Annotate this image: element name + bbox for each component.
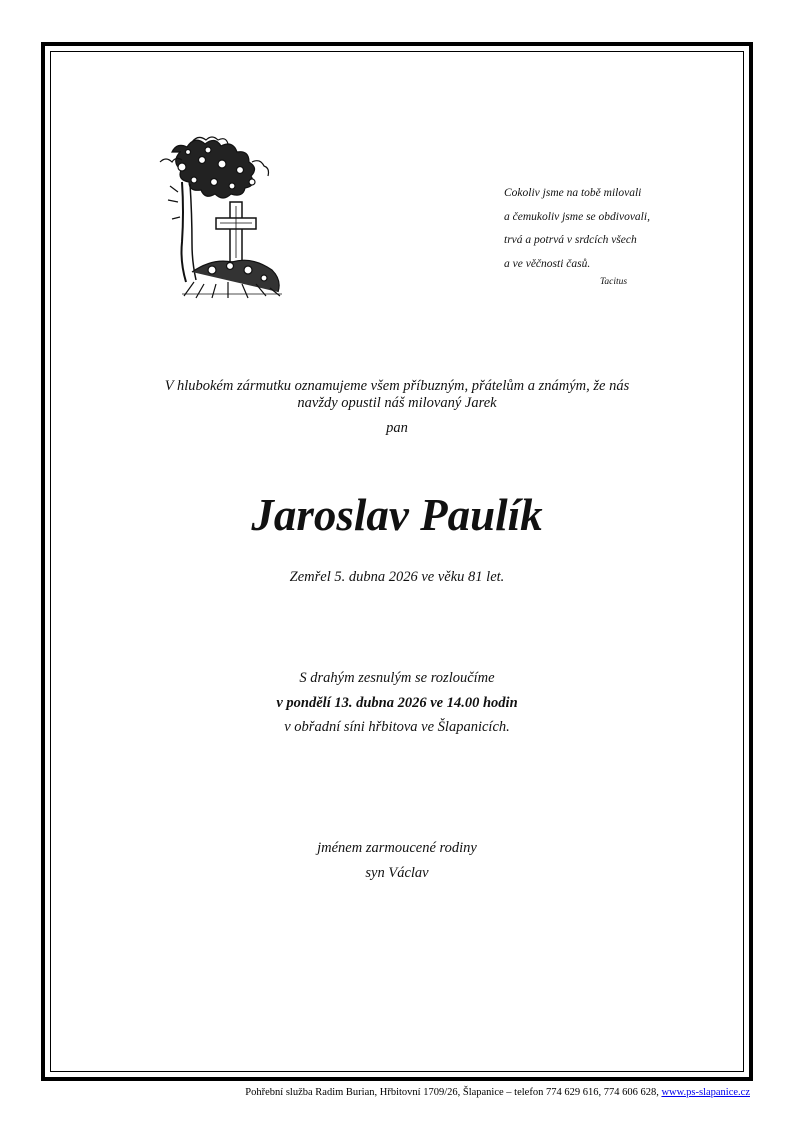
farewell-intro: S drahým zesnulým se rozloučíme <box>299 670 495 686</box>
quote-line: trvá a potrvá v srdcích všech <box>504 234 637 246</box>
footer-text: Pohřební služba Radim Burian, Hřbitovní 1709/26, Šlapanice – telefon 774 629 616, 774 606 628, <box>245 1087 662 1098</box>
announcement-text <box>60 378 734 437</box>
tacitus-quote <box>504 182 724 287</box>
honorific: pan <box>386 420 408 436</box>
funeral-place: v obřadní síni hřbitova ve Šlapanicích. <box>284 719 510 735</box>
announcement-line: navždy opustil náš milovaný Jarek <box>297 395 497 411</box>
signature-line: jménem zarmoucené rodiny <box>317 840 477 856</box>
announcement-line: V hlubokém zármutku oznamujeme všem příbuzným, přátelům a známým, že nás <box>164 378 630 394</box>
death-info: Zemřel 5. dubna 2026 ve věku 81 let. <box>289 569 505 585</box>
family-signature <box>60 836 734 885</box>
quote-author: Tacitus <box>600 277 628 287</box>
funeral-datetime: v pondělí 13. dubna 2026 ve 14.00 hodin <box>276 694 518 711</box>
quote-line: a ve věčnosti časů. <box>504 257 591 270</box>
quote-line: a čemukoliv jsme se obdivovali, <box>504 210 650 223</box>
tree-cross-icon <box>152 122 292 302</box>
signature-name: syn Václav <box>365 864 429 881</box>
deceased-name: Jaroslav Paulík <box>251 490 543 540</box>
funeral-service-footer <box>245 1086 750 1100</box>
website-link[interactable]: www.ps-slapanice.cz <box>661 1087 750 1098</box>
quote-line: Cokoliv jsme na tobě milovali <box>504 187 642 199</box>
funeral-details <box>60 666 734 740</box>
